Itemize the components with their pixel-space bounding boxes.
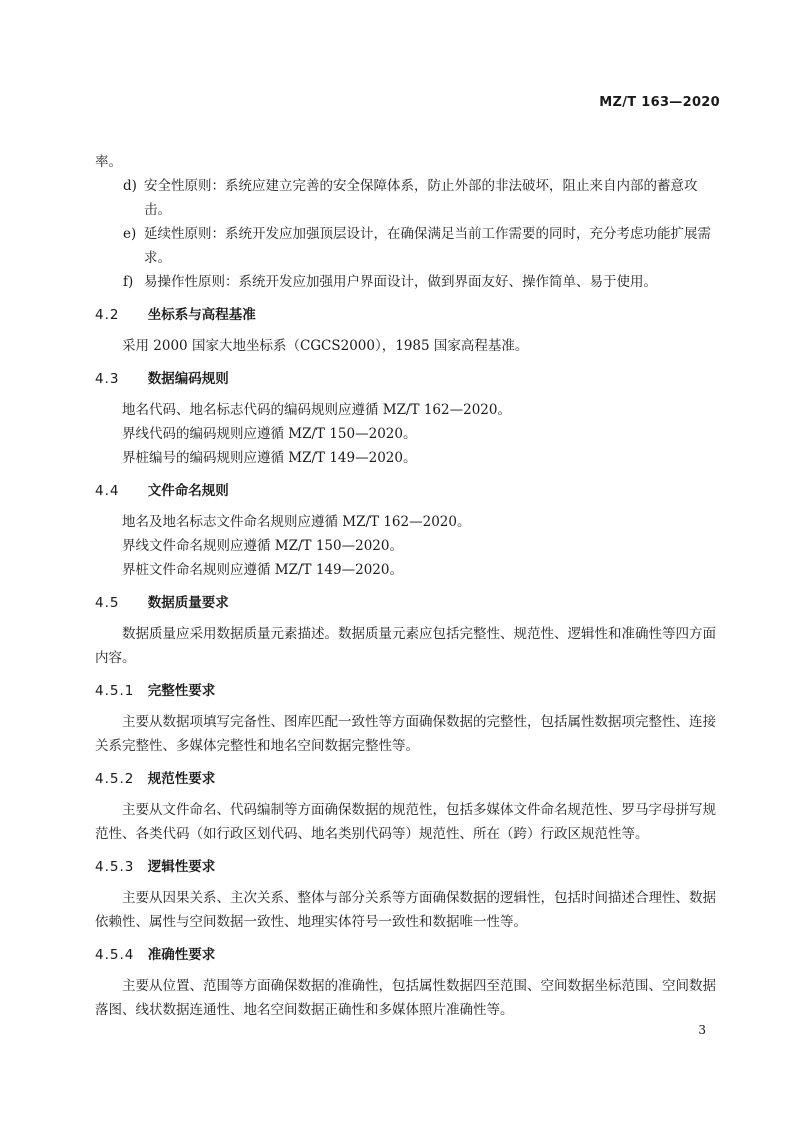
section-number: 4.5 xyxy=(95,595,120,611)
section-number: 4.5.4 xyxy=(95,947,135,963)
list-text: 安全性原则：系统应建立完善的安全保障体系，防止外部的非法破坏，阻止来自内部的蓄意攻击。 xyxy=(144,178,698,218)
body-line: 界线代码的编码规则应遵循 MZ/T 150—2020。 xyxy=(122,426,417,442)
body-line: 地名及地名标志文件命名规则应遵循 MZ/T 162—2020。 xyxy=(122,514,471,530)
section-number: 4.2 xyxy=(95,307,120,323)
section-heading xyxy=(95,367,720,391)
list-marker: e) xyxy=(123,226,137,242)
section-number: 4.5.1 xyxy=(95,683,135,699)
page-number: 3 xyxy=(698,1023,706,1037)
list-text: 易操作性原则：系统开发应加强用户界面设计，做到界面友好、操作简单、易于使用。 xyxy=(144,274,657,290)
section-number: 4.3 xyxy=(95,371,120,387)
subsection-heading xyxy=(95,943,720,967)
list-text: 延续性原则：系统开发应加强顶层设计，在确保满足当前工作需要的同时，充分考虑功能扩展需求。 xyxy=(144,226,711,266)
section-title: 坐标系与高程基准 xyxy=(147,307,256,323)
section-paragraph: 主要从因果关系、主次关系、整体与部分关系等方面确保数据的逻辑性，包括时间描述合理性、数据依赖性、属性与空间数据一致性、地理实体符号一致性和数据唯一性等。 xyxy=(95,890,716,930)
section-number: 4.5.2 xyxy=(95,771,135,787)
body-line: 地名代码、地名标志代码的编码规则应遵循 MZ/T 162—2020。 xyxy=(122,402,511,418)
standard-code: MZ/T 163—2020 xyxy=(599,95,720,110)
subsection-heading xyxy=(95,855,720,879)
section-heading xyxy=(95,591,720,615)
section-title: 数据编码规则 xyxy=(147,371,229,387)
section-paragraph: 数据质量应采用数据质量元素描述。数据质量元素应包括完整性、规范性、逻辑性和准确性等四方面内容。 xyxy=(95,626,716,666)
list-item xyxy=(95,174,720,222)
body-line: 界桩文件命名规则应遵循 MZ/T 149—2020。 xyxy=(122,562,403,578)
section-title: 规范性要求 xyxy=(147,771,216,787)
section-paragraph: 主要从文件命名、代码编制等方面确保数据的规范性，包括多媒体文件命名规范性、罗马字母拼写规范性、各类代码（如行政区划代码、地名类别代码等）规范性、所在（跨）行政区规范性等。 xyxy=(95,802,716,842)
body-line: 界线文件命名规则应遵循 MZ/T 150—2020。 xyxy=(122,538,403,554)
section-title: 准确性要求 xyxy=(147,947,216,963)
section-paragraph: 主要从数据项填写完备性、图库匹配一致性等方面确保数据的完整性，包括属性数据项完整性、连接关系完整性、多媒体完整性和地名空间数据完整性等。 xyxy=(95,714,716,754)
section-heading xyxy=(95,303,720,327)
list-marker: d) xyxy=(123,178,137,194)
section-number: 4.4 xyxy=(95,483,120,499)
section-title: 逻辑性要求 xyxy=(147,859,216,875)
section-title: 数据质量要求 xyxy=(147,595,229,611)
section-title: 完整性要求 xyxy=(147,683,216,699)
continuation-text: 率。 xyxy=(95,154,122,170)
section-paragraph: 主要从位置、范围等方面确保数据的准确性，包括属性数据四至范围、空间数据坐标范围、空间数据落图、线状数据连通性、地名空间数据正确性和多媒体照片准确性等。 xyxy=(95,978,716,1018)
body-line: 界桩编号的编码规则应遵循 MZ/T 149—2020。 xyxy=(122,450,417,466)
body-line: 采用 2000 国家大地坐标系（CGCS2000），1985 国家高程基准。 xyxy=(122,338,529,354)
section-title: 文件命名规则 xyxy=(147,483,229,499)
page-content xyxy=(95,150,720,1022)
section-number: 4.5.3 xyxy=(95,859,135,875)
list-item xyxy=(95,222,720,270)
list-item xyxy=(95,270,720,294)
list-marker: f) xyxy=(123,274,134,290)
subsection-heading xyxy=(95,767,720,791)
subsection-heading xyxy=(95,679,720,703)
section-heading xyxy=(95,479,720,503)
